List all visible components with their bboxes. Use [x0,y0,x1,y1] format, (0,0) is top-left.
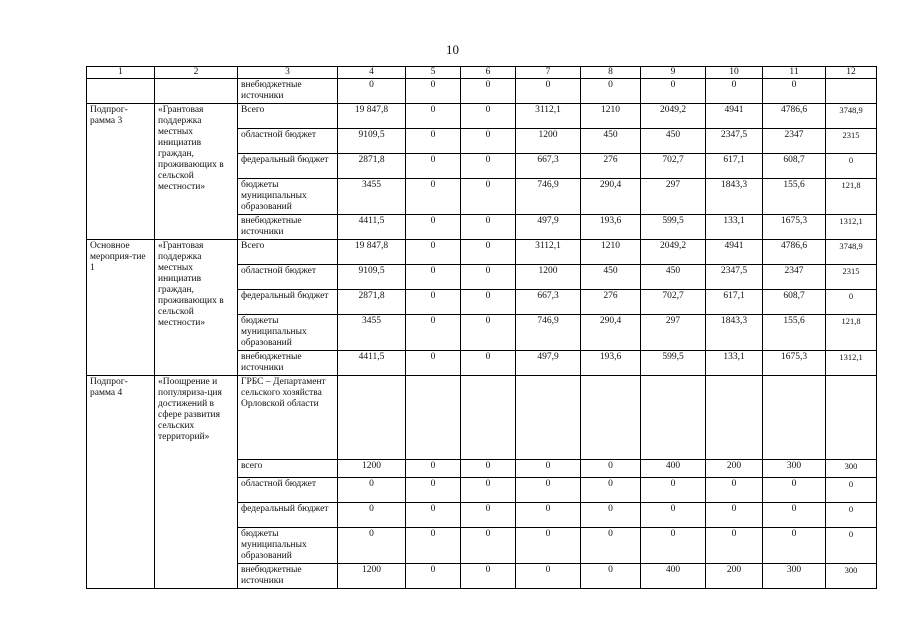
value-cell: 1675,3 [763,215,826,240]
value-cell: 2871,8 [338,154,406,179]
funding-source-cell: Всего [238,240,338,265]
value-cell: 9109,5 [338,129,406,154]
value-cell: 702,7 [641,290,706,315]
value-cell: 0 [406,265,461,290]
value-cell: 19 847,8 [338,104,406,129]
column-number-cell: 12 [826,67,877,79]
value-cell: 617,1 [706,154,763,179]
funding-source-cell: бюджеты муниципальных образований [238,528,338,564]
value-cell: 400 [641,460,706,478]
value-cell: 0 [461,154,516,179]
value-cell: 1210 [581,104,641,129]
value-cell: 2347 [763,129,826,154]
value-cell: 0 [826,290,877,315]
value-cell: 400 [641,564,706,589]
value-cell: 0 [826,154,877,179]
value-cell: 1675,3 [763,351,826,376]
column-number-cell: 11 [763,67,826,79]
value-cell: 0 [763,503,826,528]
value-cell: 0 [406,478,461,503]
value-cell: 0 [706,528,763,564]
value-cell: 0 [461,503,516,528]
value-cell: 0 [338,528,406,564]
value-cell: 3748,9 [826,240,877,265]
value-cell: 0 [516,460,581,478]
value-cell: 0 [581,503,641,528]
value-cell: 133,1 [706,215,763,240]
value-cell: 297 [641,179,706,215]
value-cell: 0 [516,478,581,503]
value-cell: 0 [516,528,581,564]
title-cell: «Поощрение и популяриза-ция достижений в сфере развития сельских территорий» [155,376,238,589]
value-cell: 746,9 [516,315,581,351]
value-cell: 0 [581,460,641,478]
value-cell: 0 [641,528,706,564]
value-cell: 0 [406,104,461,129]
funding-source-cell: федеральный бюджет [238,154,338,179]
value-cell: 1312,1 [826,215,877,240]
value-cell: 0 [461,528,516,564]
value-cell: 746,9 [516,179,581,215]
value-cell: 2871,8 [338,290,406,315]
value-cell: 0 [461,290,516,315]
value-cell: 608,7 [763,154,826,179]
value-cell: 0 [516,564,581,589]
value-cell: 2347,5 [706,129,763,154]
value-cell: 0 [706,478,763,503]
value-cell: 0 [461,104,516,129]
value-cell: 2315 [826,129,877,154]
value-cell: 0 [581,564,641,589]
funding-source-cell: Всего [238,104,338,129]
value-cell: 0 [406,240,461,265]
value-cell: 0 [641,79,706,104]
funding-source-cell: областной бюджет [238,478,338,503]
value-cell: 0 [406,315,461,351]
value-cell: 0 [406,129,461,154]
value-cell [461,376,516,460]
value-cell: 0 [706,503,763,528]
table-row [87,376,877,460]
value-cell: 4411,5 [338,215,406,240]
value-cell: 0 [406,460,461,478]
value-cell: 599,5 [641,351,706,376]
value-cell: 0 [461,265,516,290]
value-cell: 9109,5 [338,265,406,290]
value-cell: 2049,2 [641,240,706,265]
value-cell: 0 [338,478,406,503]
column-number-cell: 8 [581,67,641,79]
value-cell: 1200 [338,564,406,589]
value-cell: 0 [406,564,461,589]
value-cell: 0 [406,179,461,215]
program-cell: Подпрог-рамма 4 [87,376,155,589]
table-row [87,104,877,129]
funding-source-cell: областной бюджет [238,129,338,154]
value-cell: 193,6 [581,351,641,376]
value-cell: 276 [581,290,641,315]
page-number: 10 [446,42,459,57]
value-cell [641,376,706,460]
value-cell: 0 [763,79,826,104]
value-cell: 3455 [338,315,406,351]
value-cell: 121,8 [826,179,877,215]
value-cell: 0 [406,528,461,564]
value-cell: 4411,5 [338,351,406,376]
value-cell: 1210 [581,240,641,265]
value-cell: 0 [338,503,406,528]
funding-source-cell: внебюджетные источники [238,215,338,240]
value-cell: 200 [706,564,763,589]
program-cell: Основное мероприя-тие 1 [87,240,155,376]
value-cell: 497,9 [516,351,581,376]
value-cell [763,376,826,460]
table-row [87,240,877,265]
column-number-cell: 4 [338,67,406,79]
funding-source-cell: федеральный бюджет [238,503,338,528]
value-cell: 2347,5 [706,265,763,290]
value-cell: 599,5 [641,215,706,240]
value-cell: 300 [826,564,877,589]
funding-source-cell: внебюджетные источники [238,79,338,104]
value-cell: 0 [763,478,826,503]
value-cell: 702,7 [641,154,706,179]
value-cell: 0 [406,290,461,315]
value-cell [406,376,461,460]
value-cell: 0 [516,503,581,528]
value-cell: 133,1 [706,351,763,376]
value-cell: 4786,6 [763,240,826,265]
value-cell: 667,3 [516,154,581,179]
value-cell: 200 [706,460,763,478]
value-cell: 450 [641,265,706,290]
value-cell: 0 [581,528,641,564]
value-cell: 0 [406,215,461,240]
column-number-cell: 2 [155,67,238,79]
column-number-cell: 7 [516,67,581,79]
title-cell: «Грантовая поддержка местных инициатив граждан, проживающих в сельской местности» [155,104,238,240]
value-cell: 0 [516,79,581,104]
value-cell: 0 [581,79,641,104]
value-cell: 300 [763,460,826,478]
value-cell: 0 [706,79,763,104]
value-cell: 0 [406,503,461,528]
funding-source-cell: областной бюджет [238,265,338,290]
value-cell: 1843,3 [706,179,763,215]
value-cell [826,79,877,104]
column-number-cell: 6 [461,67,516,79]
value-cell [706,376,763,460]
value-cell: 0 [461,240,516,265]
value-cell: 1843,3 [706,315,763,351]
program-cell: Подпрог-рамма 3 [87,104,155,240]
value-cell: 2347 [763,265,826,290]
value-cell: 0 [338,79,406,104]
value-cell: 300 [826,460,877,478]
value-cell: 1200 [516,265,581,290]
value-cell: 0 [641,478,706,503]
column-number-cell: 10 [706,67,763,79]
value-cell [516,376,581,460]
value-cell: 297 [641,315,706,351]
value-cell: 0 [461,351,516,376]
funding-source-cell: бюджеты муниципальных образований [238,179,338,215]
value-cell [826,376,877,460]
value-cell: 0 [406,351,461,376]
budget-table [86,66,877,589]
value-cell [338,376,406,460]
value-cell: 3748,9 [826,104,877,129]
value-cell: 3455 [338,179,406,215]
value-cell: 0 [763,528,826,564]
value-cell: 0 [461,79,516,104]
value-cell: 0 [641,503,706,528]
value-cell: 121,8 [826,315,877,351]
column-number-cell: 3 [238,67,338,79]
value-cell: 497,9 [516,215,581,240]
value-cell: 0 [461,460,516,478]
value-cell: 155,6 [763,315,826,351]
value-cell: 0 [461,215,516,240]
value-cell: 4941 [706,104,763,129]
value-cell: 617,1 [706,290,763,315]
value-cell: 450 [581,129,641,154]
column-number-cell: 1 [87,67,155,79]
title-cell: «Грантовая поддержка местных инициатив граждан, проживающих в сельской местности» [155,240,238,376]
table-row [87,79,877,104]
value-cell: 1200 [338,460,406,478]
value-cell: 0 [406,154,461,179]
value-cell: 608,7 [763,290,826,315]
value-cell: 4941 [706,240,763,265]
value-cell: 450 [581,265,641,290]
funding-source-cell: внебюджетные источники [238,351,338,376]
value-cell: 0 [826,503,877,528]
value-cell: 300 [763,564,826,589]
value-cell: 0 [406,79,461,104]
value-cell: 0 [461,478,516,503]
value-cell: 1200 [516,129,581,154]
value-cell: 0 [461,129,516,154]
value-cell: 0 [461,179,516,215]
value-cell: 0 [826,528,877,564]
funding-source-cell: федеральный бюджет [238,290,338,315]
title-cell [155,79,238,104]
value-cell: 2315 [826,265,877,290]
value-cell: 290,4 [581,179,641,215]
value-cell: 0 [826,478,877,503]
value-cell [581,376,641,460]
funding-source-cell: внебюджетные источники [238,564,338,589]
column-number-cell: 5 [406,67,461,79]
value-cell: 2049,2 [641,104,706,129]
value-cell: 0 [461,564,516,589]
column-number-cell: 9 [641,67,706,79]
value-cell: 4786,6 [763,104,826,129]
value-cell: 3112,1 [516,240,581,265]
value-cell: 19 847,8 [338,240,406,265]
funding-source-cell: ГРБС – Департамент сельского хозяйства Орловской области [238,376,338,460]
program-cell [87,79,155,104]
funding-source-cell: всего [238,460,338,478]
value-cell: 276 [581,154,641,179]
value-cell: 3112,1 [516,104,581,129]
value-cell: 1312,1 [826,351,877,376]
value-cell: 667,3 [516,290,581,315]
value-cell: 0 [461,315,516,351]
funding-source-cell: бюджеты муниципальных образований [238,315,338,351]
value-cell: 193,6 [581,215,641,240]
column-number-row [87,67,877,79]
value-cell: 290,4 [581,315,641,351]
value-cell: 0 [581,478,641,503]
value-cell: 155,6 [763,179,826,215]
value-cell: 450 [641,129,706,154]
